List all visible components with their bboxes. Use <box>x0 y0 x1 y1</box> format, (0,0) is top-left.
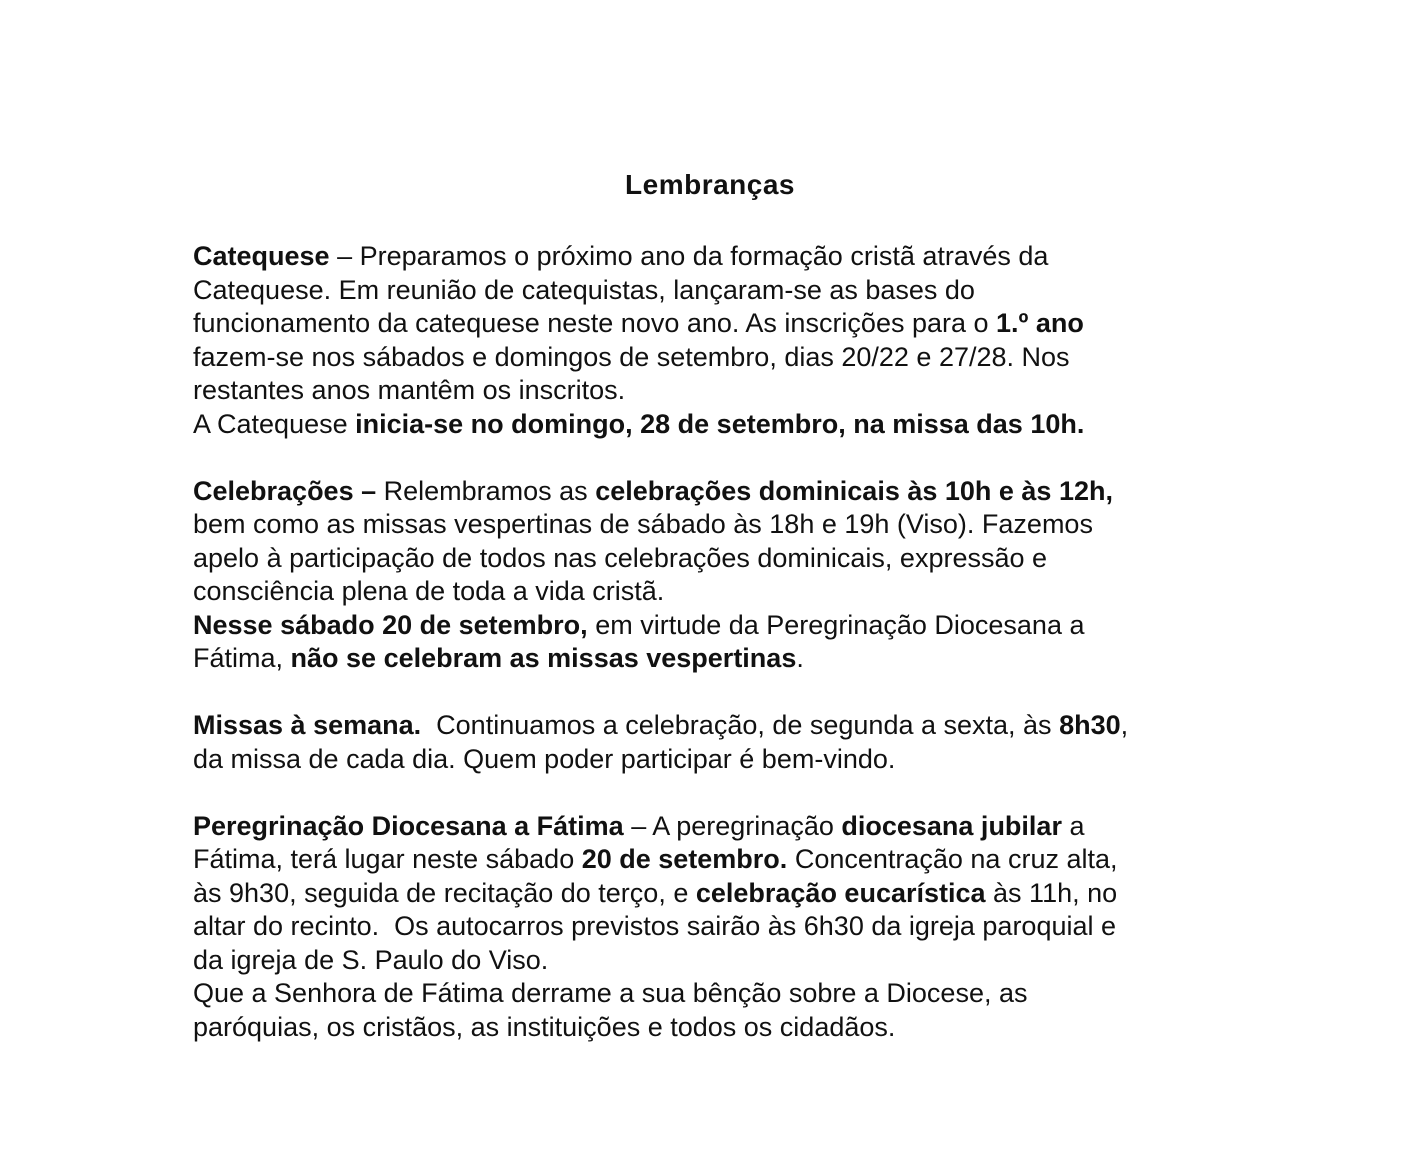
text-line <box>193 743 1227 777</box>
paragraph <box>193 475 1227 676</box>
text-run: em virtude da Peregrinação Diocesana a <box>587 609 1085 640</box>
paragraph <box>193 240 1227 441</box>
text-line <box>193 575 1227 609</box>
text-line <box>193 508 1227 542</box>
text-run: fazem-se nos sábados e domingos de setembro, dias 20/22 e 27/28. Nos <box>193 341 1070 372</box>
text-run: – A peregrinação <box>623 810 842 841</box>
bold-text-run: 20 de setembro. <box>581 844 788 874</box>
bold-text-run: Peregrinação Diocesana a Fátima <box>193 810 624 841</box>
text-run: paróquias, os cristãos, as instituições e todos os cidadãos. <box>193 1011 896 1042</box>
text-line <box>193 877 1227 911</box>
text-line <box>193 374 1227 408</box>
text-line <box>193 542 1227 576</box>
text-run: consciência plena de toda a vida cristã. <box>193 576 665 606</box>
text-line <box>193 341 1227 375</box>
bold-text-run: Missas à semana. <box>193 710 422 740</box>
text-run: Continuamos a celebração, de segunda a sexta, às <box>421 710 1060 740</box>
text-run: Relembramos as <box>376 475 596 506</box>
text-line <box>193 274 1227 308</box>
text-run: – Preparamos o próximo ano da formação cristã através da <box>329 241 1049 271</box>
text-run: às 11h, no <box>985 877 1118 908</box>
page-title: Lembranças <box>625 169 795 200</box>
paragraph <box>193 810 1227 1045</box>
text-run: restantes anos mantêm os inscritos. <box>193 375 626 405</box>
text-run: Catequese. Em reunião de catequistas, lançaram-se as bases do <box>193 274 975 305</box>
text-run: a <box>1061 810 1085 841</box>
bold-text-run: celebrações dominicais às 10h e às 12h, <box>595 475 1113 506</box>
bold-text-run: celebração eucarística <box>695 877 986 908</box>
text-line <box>193 240 1227 274</box>
text-run: . <box>796 643 804 673</box>
text-run: Que a Senhora de Fátima derrame a sua bênção sobre a Diocese, as <box>193 978 1028 1008</box>
bold-text-run: Celebrações – <box>193 475 377 506</box>
text-line <box>193 307 1227 341</box>
paragraph <box>193 709 1227 776</box>
text-run: , <box>1120 710 1129 740</box>
text-run: às 9h30, seguida de recitação do terço, e <box>193 877 696 908</box>
text-line <box>193 910 1227 944</box>
text-line <box>193 609 1227 643</box>
bold-text-run: Catequese <box>193 241 330 271</box>
bold-text-run: diocesana jubilar <box>841 810 1062 841</box>
bold-text-run: não se celebram as missas vespertinas <box>290 643 797 673</box>
text-line <box>193 944 1227 978</box>
text-line <box>193 843 1227 877</box>
text-run: Fátima, terá lugar neste sábado <box>193 844 582 874</box>
document-content <box>193 168 1227 1044</box>
document-body <box>193 240 1227 1044</box>
text-run: altar do recinto. Os autocarros previstos sairão às 6h30 da igreja paroquial e <box>193 911 1117 941</box>
text-run: apelo à participação de todos nas celebrações dominicais, expressão e <box>193 542 1048 573</box>
text-line <box>193 810 1227 844</box>
text-line <box>193 642 1227 676</box>
bold-text-run: Nesse sábado 20 de setembro, <box>193 609 588 640</box>
text-run: da igreja de S. Paulo do Viso. <box>193 944 549 975</box>
text-run: bem como as missas vespertinas de sábado às 18h e 19h (Viso). Fazemos <box>193 509 1093 539</box>
bold-text-run: inicia-se no domingo, 28 de setembro, na missa das 10h. <box>355 408 1085 439</box>
text-line <box>193 1011 1227 1045</box>
text-line <box>193 709 1227 743</box>
text-line <box>193 475 1227 509</box>
bold-text-run: 8h30 <box>1059 710 1121 740</box>
text-run: A Catequese <box>193 408 356 439</box>
text-run: da missa de cada dia. Quem poder participar é bem-vindo. <box>193 743 896 774</box>
text-line <box>193 977 1227 1011</box>
text-run: Fátima, <box>193 643 291 673</box>
bold-text-run: 1.º ano <box>996 308 1084 338</box>
text-run: Concentração na cruz alta, <box>787 844 1118 874</box>
text-run: funcionamento da catequese neste novo ano. As inscrições para o <box>193 308 997 338</box>
text-line <box>193 408 1227 442</box>
